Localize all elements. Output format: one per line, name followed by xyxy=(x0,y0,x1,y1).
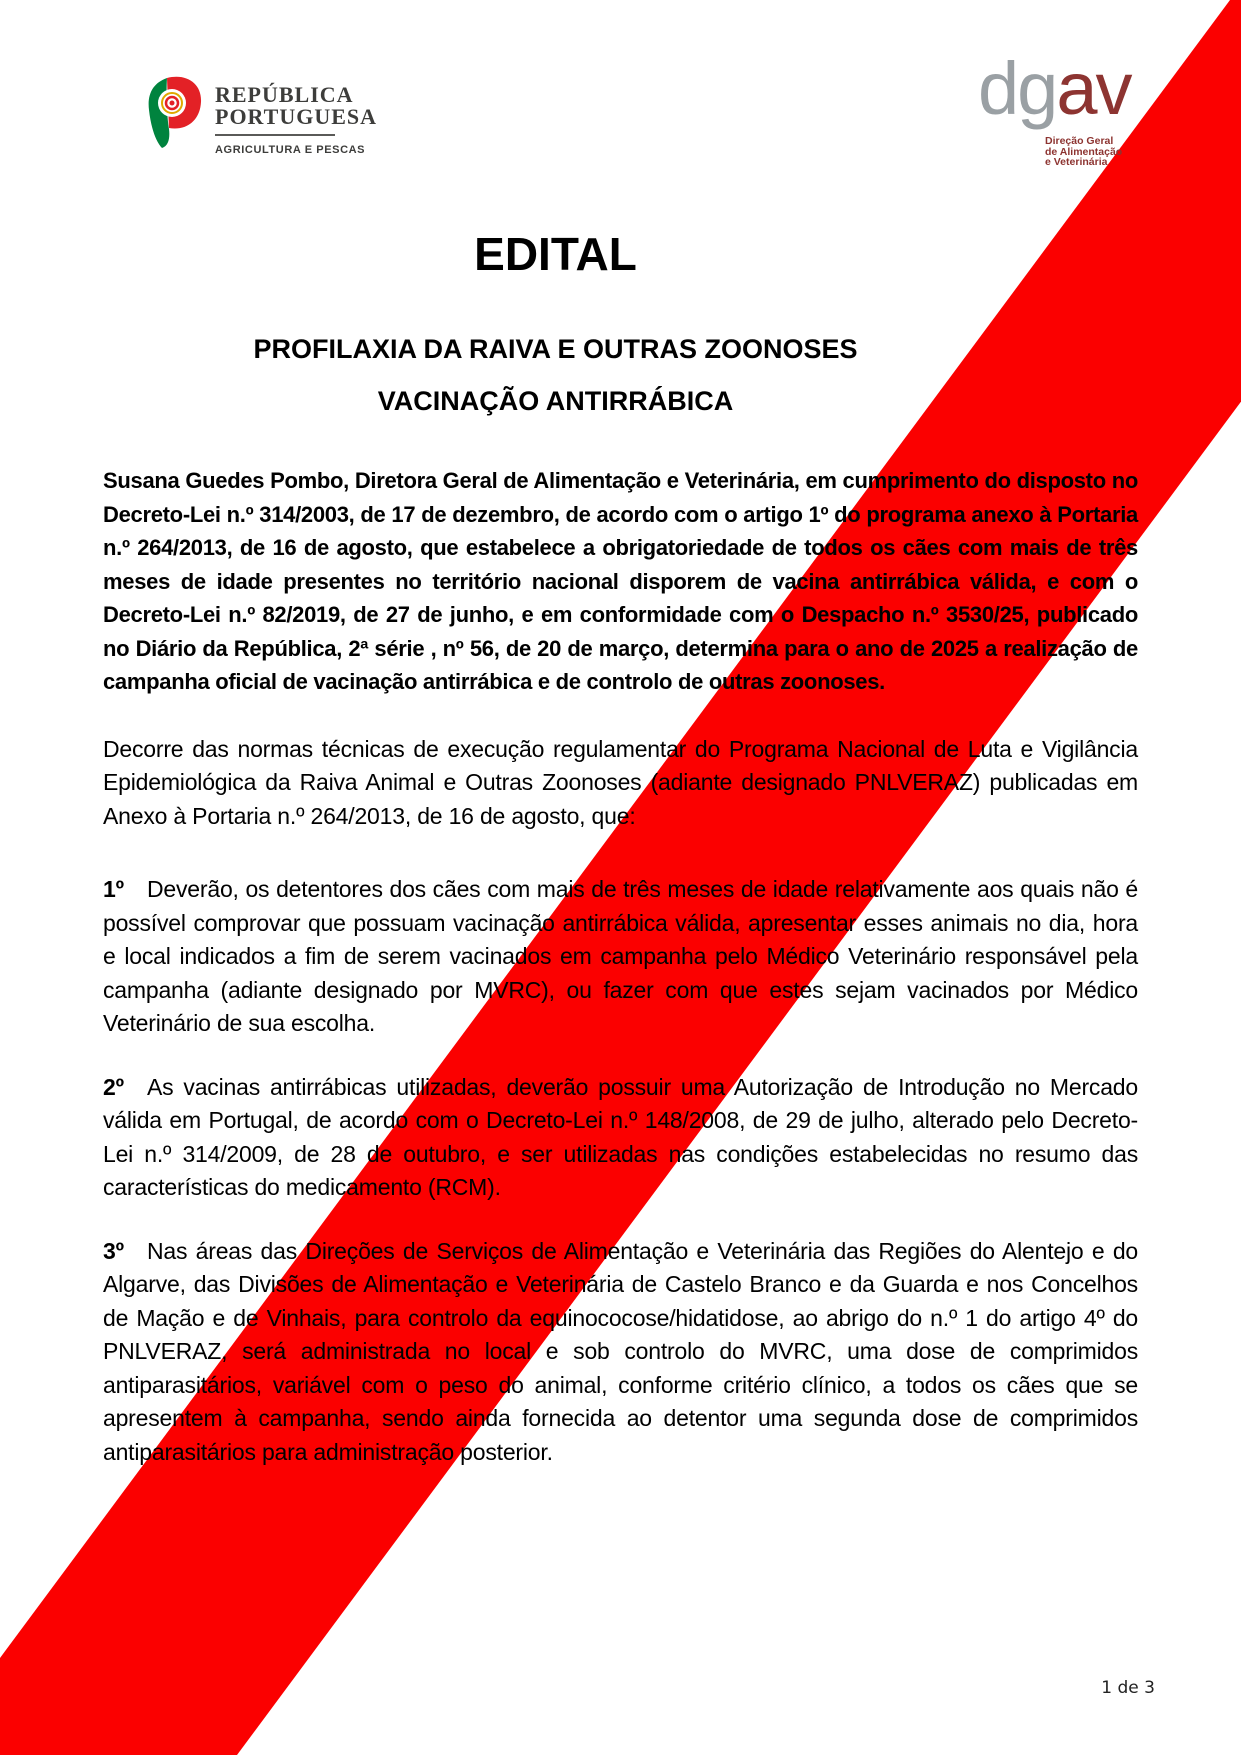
gov-name-line1: REPÚBLICA xyxy=(215,82,354,107)
document-content xyxy=(103,228,1138,1499)
gov-logo-divider xyxy=(215,134,335,136)
item-2-number: 2º xyxy=(103,1073,124,1100)
dgav-subtitle-line3: e Veterinária xyxy=(1045,156,1108,168)
dgav-wordmark-av: av xyxy=(1056,47,1131,130)
body-paragraph: Decorre das normas técnicas de execução regulamentar do Programa Nacional de Luta e Vigilância Epidemiológica da Raiva Animal e Outras Zoonoses (adiante designado PNLVERAZ) publicadas em Anexo à Portaria n.º 264/2013, de 16 de agosto, que: xyxy=(103,735,1138,829)
item-3-number: 3º xyxy=(103,1237,124,1264)
gov-logo-text xyxy=(215,76,377,156)
intro-paragraph: Susana Guedes Pombo, Diretora Geral de Alimentação e Veterinária, em cumprimento do disposto no Decreto-Lei n.º 314/2003, de 17 de dezembro, de acordo com o artigo 1º do programa anexo à Portaria n.º 264/2013, de 16 de agosto, que estabelece a obrigatoriedade de todos os cães com mais de três meses de idade presentes no território nacional disporem de vacina antirrábica válida, e com o Decreto-Lei n.º 82/2019, de 27 de junho, e em conformidade com o Despacho n.º 3530/25, publicado no Diário da República, 2ª série , nº 56, de 20 de março, determina para o ano de 2025 a realização de campanha oficial de vacinação antirrábica e de controlo de outras zoonoses. xyxy=(103,468,1138,694)
list-item-2 xyxy=(103,1071,1138,1205)
gov-logo-subtitle: AGRICULTURA E PESCAS xyxy=(215,144,366,156)
item-1-number: 1º xyxy=(103,876,124,902)
dgav-subtitle xyxy=(1045,136,1122,168)
dgav-subtitle-line1: Direção Geral xyxy=(1045,135,1114,147)
republica-portuguesa-logo xyxy=(143,76,377,156)
subtitle-vacinacao: VACINAÇÃO ANTIRRÁBICA xyxy=(377,386,734,416)
page-number: 1 de 3 xyxy=(1101,1678,1155,1698)
dgav-logo xyxy=(978,47,1148,168)
gov-name-line2: PORTUGUESA xyxy=(215,104,378,129)
page-title: EDITAL xyxy=(474,228,637,280)
item-3-text: Nas áreas das Direções de Serviços de Alimentação e Veterinária das Regiões do Alentejo e do Algarve, das Divisões de Alimentação e Veterinária de Castelo Branco e da Guarda e nos Concelhos de Mação e de Vinhais, para controlo da equinococose/hidatidose, ao abrigo do n.º 1 do artigo 4º do PNLVERAZ, será administrada no local e sob controlo do MVRC, uma dose de comprimidos antiparasitários, variável com o peso do animal, conforme critério clínico, a todos os cães que se apresentem à campanha, sendo ainda fornecida ao detentor uma segunda dose de comprimidos antiparasitários para administração posterior. xyxy=(103,1237,1138,1465)
dgav-wordmark-dg: dg xyxy=(978,47,1057,130)
list-item-1 xyxy=(103,873,1138,1041)
item-2-text: As vacinas antirrábicas utilizadas, deverão possuir uma Autorização de Introdução no Mercado válida em Portugal, de acordo com o Decreto-Lei n.º 148/2008, de 29 de julho, alterado pelo Decreto-Lei n.º 314/2009, de 28 de outubro, e ser utilizadas nas condições estabelecidas no resumo das características do medicamento (RCM). xyxy=(103,1073,1138,1200)
list-item-3 xyxy=(103,1235,1138,1470)
dgav-subtitle-line2: de Alimentação xyxy=(1045,145,1123,158)
dgav-wordmark xyxy=(978,47,1148,130)
portugal-flag-icon xyxy=(143,76,205,150)
subtitle-profilaxia: PROFILAXIA DA RAIVA E OUTRAS ZOONOSES xyxy=(253,334,858,364)
item-1-text: Deverão, os detentores dos cães com mais de três meses de idade relativamente aos quais não é possível comprovar que possuam vacinação antirrábica válida, apresentar esses animais no dia, hora e local indicados a fim de serem vacinados em campanha pelo Médico Veterinário responsável pela campanha (adiante designado por MVRC), ou fazer com que estes sejam vacinados por Médico Veterinário de sua escolha. xyxy=(103,876,1138,1036)
